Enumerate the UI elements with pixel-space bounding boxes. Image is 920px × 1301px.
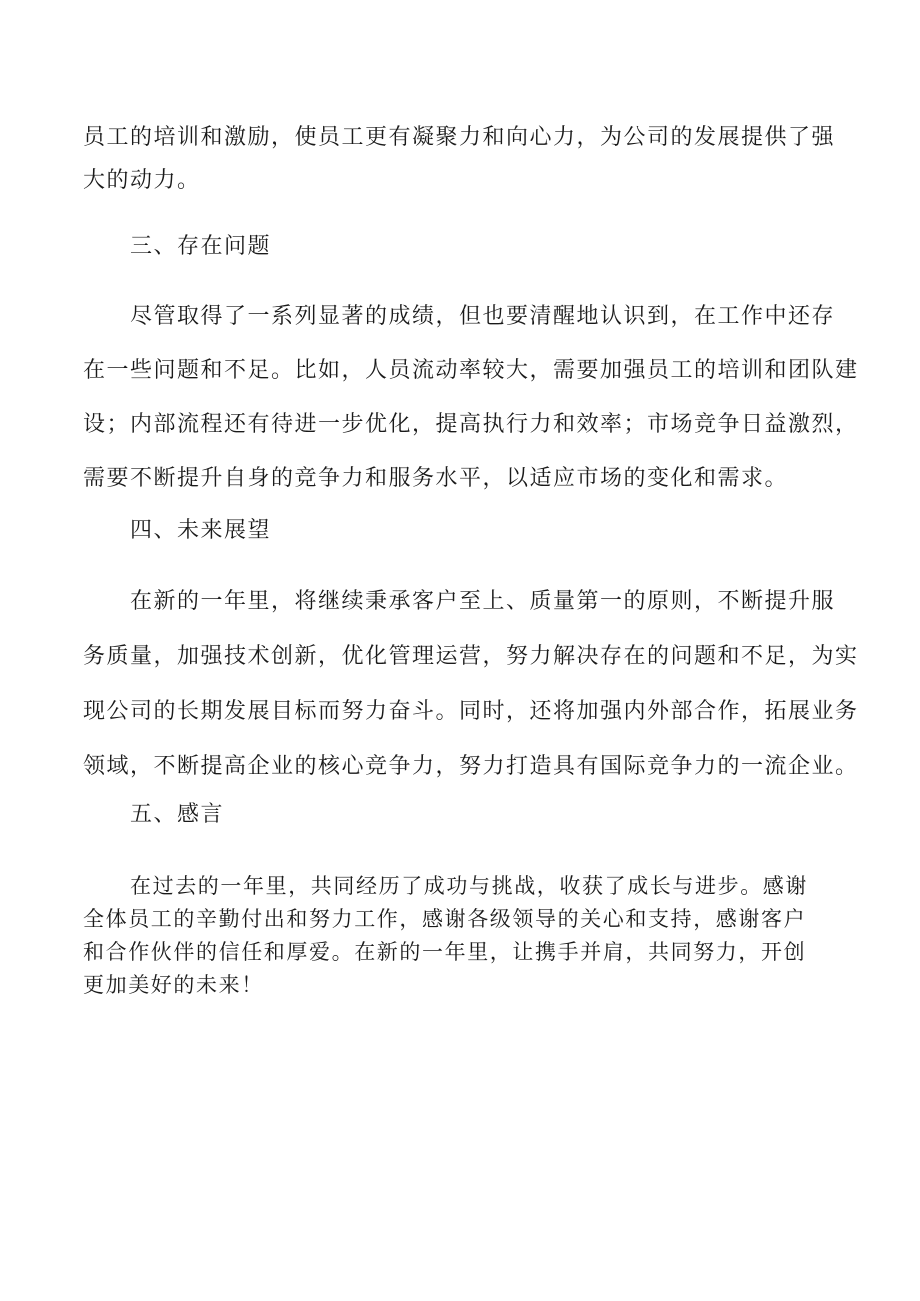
text-line: 务质量，加强技术创新，优化管理运营，努力解决存在的问题和不足，为实 — [83, 644, 859, 669]
text-line: 在一些问题和不足。比如，人员流动率较大，需要加强员工的培训和团队建 — [83, 358, 859, 383]
paragraph-training-continuation — [83, 116, 835, 202]
text-line: 和合作伙伴的信任和厚爱。在新的一年里，让携手并肩，共同努力，开创 — [83, 940, 807, 964]
text-line: 更加美好的未来！ — [83, 973, 264, 997]
section-heading-reflections: 五、感言 — [130, 802, 225, 827]
text-line: 大的动力。 — [83, 168, 201, 193]
text-line: 设；内部流程还有待进一步优化，提高执行力和效率；市场竞争日益激烈， — [83, 412, 859, 437]
text-line: 在新的一年里，将继续秉承客户至上、质量第一的原则，不断提升服 — [130, 589, 836, 614]
paragraph-outlook — [83, 574, 859, 794]
text-line: 需要不断提升自身的竞争力和服务水平，以适应市场的变化和需求。 — [83, 466, 789, 491]
section-heading-problems: 三、存在问题 — [130, 234, 272, 259]
text-line: 领域，不断提高企业的核心竞争力，努力打造具有国际竞争力的一流企业。 — [83, 754, 859, 779]
text-line: 尽管取得了一系列显著的成绩，但也要清醒地认识到，在工作中还存 — [130, 304, 836, 329]
text-line: 现公司的长期发展目标而努力奋斗。同时，还将加强内外部合作，拓展业务 — [83, 699, 859, 724]
text-line: 员工的培训和激励，使员工更有凝聚力和向心力，为公司的发展提供了强 — [83, 125, 836, 150]
text-line: 在过去的一年里，共同经历了成功与挑战，收获了成长与进步。感谢 — [130, 874, 808, 898]
paragraph-problems — [83, 290, 859, 506]
paragraph-reflections — [83, 870, 808, 1002]
text-line: 全体员工的辛勤付出和努力工作，感谢各级领导的关心和支持，感谢客户 — [83, 907, 807, 931]
section-heading-outlook: 四、未来展望 — [130, 518, 272, 543]
